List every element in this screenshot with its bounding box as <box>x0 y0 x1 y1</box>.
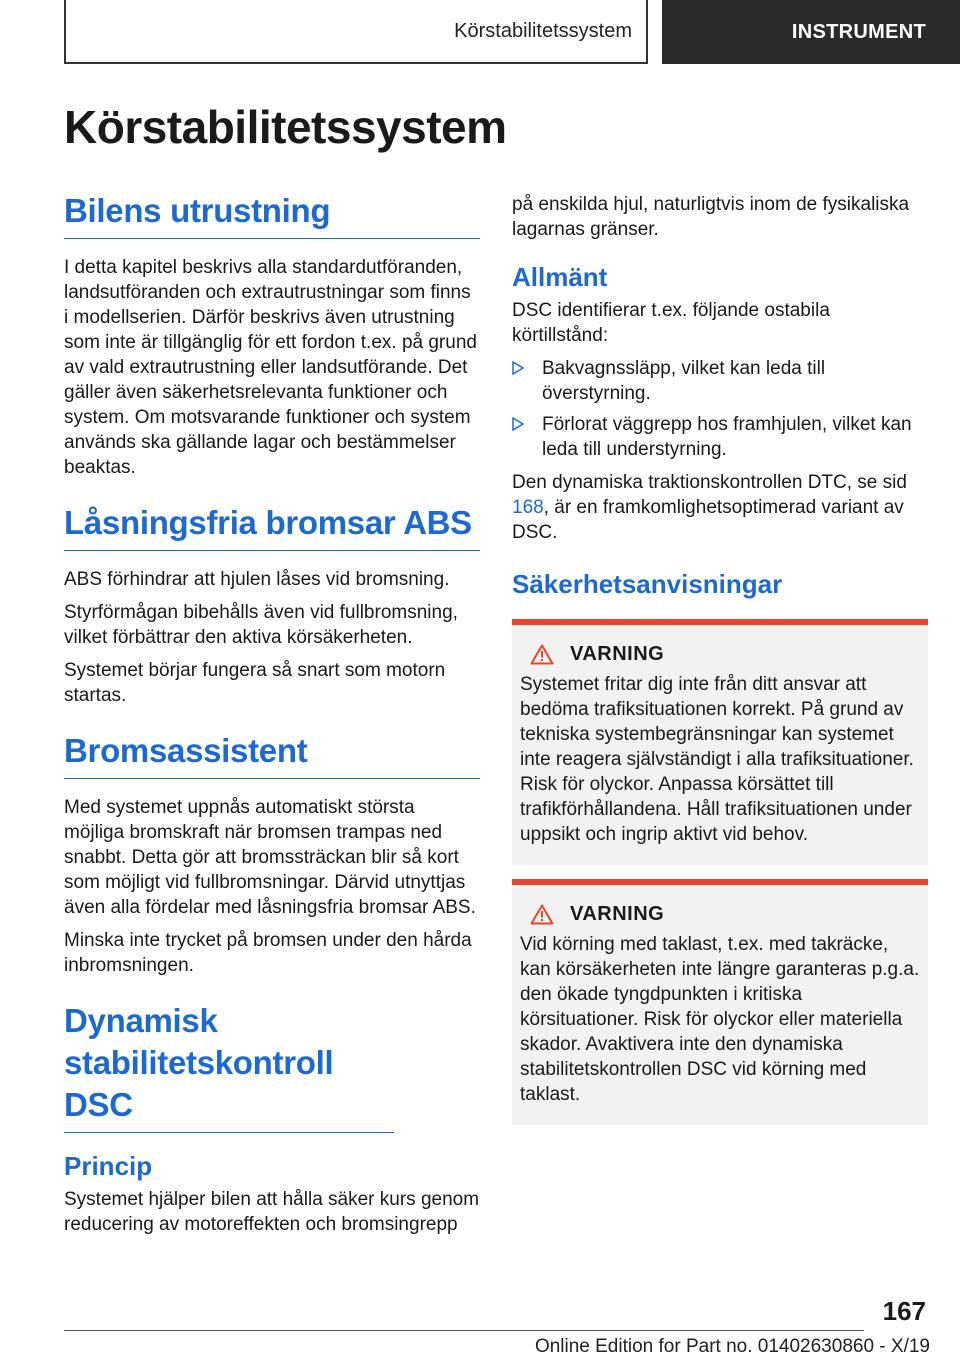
heading-allmant: Allmänt <box>512 262 608 292</box>
warning-header <box>520 903 920 926</box>
section-allmant <box>512 260 928 545</box>
text-dtc <box>512 470 928 545</box>
section-dsc <box>64 1000 480 1237</box>
warning-text: Systemet fritar dig inte från ditt ansvar att bedöma trafiksituationen korrekt. På grund av tekniska systembegränsningar kan systemet inte reagera självständigt i alla trafiksituationer. Risk för olyckor. Anpassa körsättet till trafikförhållandena. Håll trafiksituationen under uppsikt och ingrip aktivt vid behov. <box>520 674 914 845</box>
text-broms-1: Med systemet uppnås automatiskt största möjliga bromskraft när bromsen trampas ned snabbt. Detta gör att bromssträckan blir så kort som möjligt vid fullbromsningar. Därvid utnyttjas även alla fördelar med låsningsfria bromsar ABS. <box>64 797 476 918</box>
subheading-princip: Princip <box>64 1151 153 1181</box>
text-princip-continued: på enskilda hjul, naturligtvis inom de fysikaliska lagarnas gränser. <box>512 194 910 240</box>
footer-edition: Online Edition for Part no. 01402630860 - X/19 <box>534 1336 930 1357</box>
footer-divider <box>64 1330 864 1331</box>
text-dtc-post: , är en framkomlighetsoptimerad variant av DSC. <box>512 497 904 543</box>
warning-box <box>512 619 928 865</box>
header-section-tab <box>64 0 648 64</box>
header-section-label: Körstabilitetssystem <box>454 19 632 42</box>
text-bilens-utrustning: I detta kapitel beskrivs alla standardutföranden, landsutföranden och extrautrustningar som finns i modellserien. Därför beskrivs även utrustning som inte är tillgänglig för ett fordon t.ex. på grund av vald extrautrustning eller landsutförande. Det gäller även säkerhetsrelevanta funktioner och system. Om motsvarande funktioner och system används ska gällande lagar och bestämmelser beaktas. <box>64 257 477 478</box>
section-bromsassistent <box>64 730 480 978</box>
header-chapter-tab[interactable] <box>662 0 960 64</box>
text-princip: Systemet hjälper bilen att hålla säker kurs genom reducering av motoreffekten och bromsingrepp <box>64 1189 480 1235</box>
header-chapter-label: INSTRUMENT <box>791 20 926 43</box>
page-number: 167 <box>882 1296 926 1326</box>
heading-bilens-utrustning: Bilens utrustning <box>64 190 480 239</box>
text-abs-3: Systemet börjar fungera så snart som motorn startas. <box>64 660 446 706</box>
text-abs-2: Styrförmågan bibehålls även vid fullbromsning, vilket förbättrar den aktiva körsäkerheten. <box>64 602 458 648</box>
page-title: Körstabilitetssystem <box>64 101 507 153</box>
bullet-text-2: Förlorat väggrepp hos framhjulen, vilket kan leda till understyrning. <box>542 414 912 460</box>
page-link-168[interactable]: 168 <box>512 497 544 518</box>
heading-bromsassistent: Bromsassistent <box>64 730 480 779</box>
warning-header <box>520 643 920 666</box>
warning-title: VARNING <box>570 643 665 665</box>
text-dtc-pre: Den dynamiska traktionskontrollen DTC, se sid <box>512 472 907 493</box>
section-sakerhetsanvisningar <box>512 567 928 1125</box>
triangle-right-icon <box>512 361 524 375</box>
warning-box <box>512 879 928 1125</box>
triangle-right-icon <box>512 417 524 431</box>
warning-triangle-icon <box>530 904 554 925</box>
list-item <box>512 412 928 462</box>
text-broms-2: Minska inte trycket på bromsen under den hårda inbromsningen. <box>64 930 472 976</box>
left-column <box>64 190 480 1259</box>
section-abs <box>64 502 480 708</box>
list-item <box>512 356 928 406</box>
warning-text: Vid körning med taklast, t.ex. med takräcke, kan körsäkerheten inte längre garanteras p.g.a. den ökade tyngdpunkten i kritiska körsituationer. Risk för olyckor eller materiella skador. Avaktivera inte den dynamiska stabilitetskontrollen DSC vid körning med taklast. <box>520 934 920 1105</box>
warning-triangle-icon <box>530 644 554 665</box>
warning-title: VARNING <box>570 903 665 925</box>
text-allmant-intro: DSC identifierar t.ex. följande ostabila körtillstånd: <box>512 300 830 346</box>
right-column <box>512 192 928 1139</box>
heading-abs: Låsningsfria bromsar ABS <box>64 502 480 551</box>
text-abs-1: ABS förhindrar att hjulen låses vid bromsning. <box>64 569 450 590</box>
heading-dsc: Dynamisk stabilitetskontroll DSC <box>64 1000 394 1133</box>
heading-sakerhetsanvisningar: Säkerhetsanvisningar <box>512 569 783 599</box>
bullet-text-1: Bakvagnssläpp, vilket kan leda till överstyrning. <box>542 358 826 404</box>
bullet-list <box>512 356 928 462</box>
section-bilens-utrustning <box>64 190 480 480</box>
